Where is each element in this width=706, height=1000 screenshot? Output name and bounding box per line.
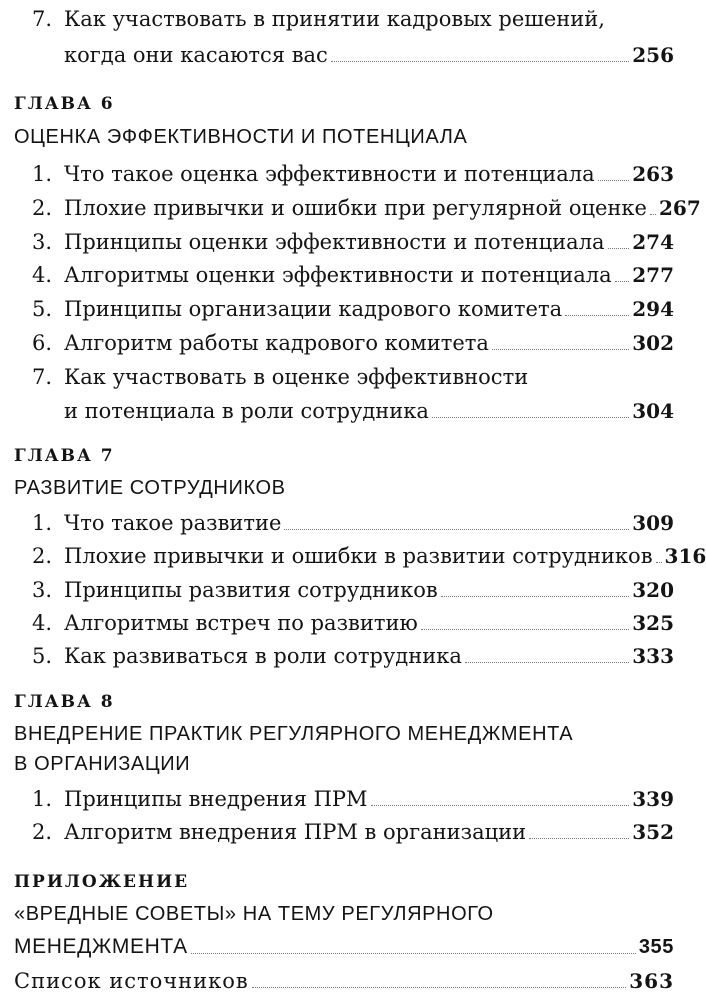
toc-entry[interactable] [14, 577, 674, 603]
entry-title: Принципы развития сотрудников [64, 578, 438, 602]
dot-leader [331, 61, 629, 62]
dot-leader [529, 838, 629, 839]
entry-title: Принципы внедрения ПРМ [64, 787, 368, 811]
entry-number: 4. [31, 611, 52, 635]
page-number: 274 [632, 230, 674, 254]
entry-title: Как участвовать в оценке эффективности [64, 365, 529, 389]
dot-leader [441, 596, 630, 597]
toc-entry[interactable] [14, 364, 674, 390]
entry-title: Что такое оценка эффективности и потенциала [64, 162, 595, 186]
page-number: 302 [632, 331, 674, 355]
toc-entry[interactable] [14, 330, 674, 356]
entry-title: Алгоритмы оценки эффективности и потенциала [64, 263, 612, 287]
toc-entry[interactable] [14, 968, 674, 994]
entry-number: 1. [31, 511, 52, 535]
dot-leader [252, 987, 626, 988]
page-number: 339 [632, 787, 674, 811]
page-number: 363 [629, 969, 674, 993]
chapter-title-continuation: В ОРГАНИЗАЦИИ [14, 753, 191, 775]
toc-entry[interactable] [14, 262, 674, 288]
dot-leader [565, 315, 629, 316]
entry-number: 4. [31, 263, 52, 287]
toc-entry[interactable] [14, 229, 674, 255]
entry-title: Как развиваться в роли сотрудника [64, 644, 462, 668]
entry-title: Как участвовать в принятии кадровых решений, [64, 7, 605, 31]
appendix-title: «ВРЕДНЫЕ СОВЕТЫ» НА ТЕМУ РЕГУЛЯРНОГО [14, 903, 494, 925]
entry-title: МЕНЕДЖМЕНТА [14, 935, 188, 958]
toc-entry[interactable] [14, 643, 674, 669]
page-number: 333 [632, 644, 674, 668]
page-number: 304 [632, 399, 674, 423]
toc-entry-continuation[interactable] [64, 398, 674, 424]
chapter-label: ГЛАВА 7 [14, 446, 115, 466]
page-number: 256 [632, 43, 674, 67]
entry-number: 3. [31, 230, 52, 254]
entry-number: 5. [31, 644, 52, 668]
entry-title: Алгоритм работы кадрового комитета [64, 331, 489, 355]
toc-entry[interactable] [14, 510, 674, 536]
dot-leader [492, 349, 629, 350]
dot-leader [656, 562, 662, 563]
entry-number: 2. [31, 820, 52, 844]
page-number: 263 [632, 162, 674, 186]
dot-leader [650, 214, 656, 215]
entry-number: 2. [31, 544, 52, 568]
entry-number: 3. [31, 578, 52, 602]
chapter-title: ОЦЕНКА ЭФФЕКТИВНОСТИ И ПОТЕНЦИАЛА [14, 126, 468, 148]
dot-leader [598, 180, 630, 181]
dot-leader [284, 529, 629, 530]
dot-leader [191, 953, 636, 954]
entry-title: Принципы организации кадрового комитета [64, 297, 563, 321]
entry-title: Что такое развитие [64, 511, 282, 535]
chapter-label: ГЛАВА 8 [14, 692, 115, 712]
toc-entry[interactable] [14, 934, 674, 960]
dot-leader [371, 805, 630, 806]
page-number: 309 [632, 511, 674, 535]
toc-entry[interactable] [14, 161, 674, 187]
chapter-title: ВНЕДРЕНИЕ ПРАКТИК РЕГУЛЯРНОГО МЕНЕДЖМЕНТА [14, 723, 574, 745]
appendix-label: ПРИЛОЖЕНИЕ [14, 872, 190, 892]
dot-leader [608, 248, 630, 249]
entry-title: когда они касаются вас [64, 43, 328, 67]
entry-number: 7. [31, 365, 52, 389]
dot-leader [421, 629, 630, 630]
toc-entry[interactable] [14, 819, 674, 845]
dot-leader [465, 662, 629, 663]
toc-entry[interactable] [14, 543, 706, 569]
entry-title: Принципы оценки эффективности и потенциала [64, 230, 605, 254]
page-number: 294 [632, 297, 674, 321]
toc-entry[interactable] [14, 610, 674, 636]
toc-entry[interactable] [14, 6, 674, 32]
toc-entry-continuation[interactable] [64, 42, 674, 68]
entry-number: 6. [31, 331, 52, 355]
entry-number: 1. [31, 787, 52, 811]
page-number: 352 [632, 820, 674, 844]
entry-title: Алгоритм внедрения ПРМ в организации [64, 820, 527, 844]
entry-title: Список источников [14, 969, 249, 993]
entry-number: 2. [31, 196, 52, 220]
dot-leader [432, 417, 629, 418]
entry-title: и потенциала в роли сотрудника [64, 399, 429, 423]
page-number: 320 [632, 578, 674, 602]
chapter-label: ГЛАВА 6 [14, 94, 115, 114]
entry-title: Плохие привычки и ошибки в развитии сотрудников [64, 544, 653, 568]
page-number: 267 [658, 196, 701, 220]
entry-number: 7. [31, 7, 52, 31]
page-number: 277 [632, 263, 674, 287]
toc-entry[interactable] [14, 786, 674, 812]
entry-number: 1. [31, 162, 52, 186]
toc-entry[interactable] [14, 195, 701, 221]
page-number: 355 [638, 936, 674, 958]
page-number: 316 [664, 544, 706, 568]
entry-number: 5. [31, 297, 52, 321]
page-number: 325 [632, 611, 674, 635]
entry-title: Плохие привычки и ошибки при регулярной оценке [64, 196, 647, 220]
entry-title: Алгоритмы встреч по развитию [64, 611, 418, 635]
chapter-title: РАЗВИТИЕ СОТРУДНИКОВ [14, 477, 286, 499]
toc-entry[interactable] [14, 296, 674, 322]
dot-leader [615, 281, 630, 282]
